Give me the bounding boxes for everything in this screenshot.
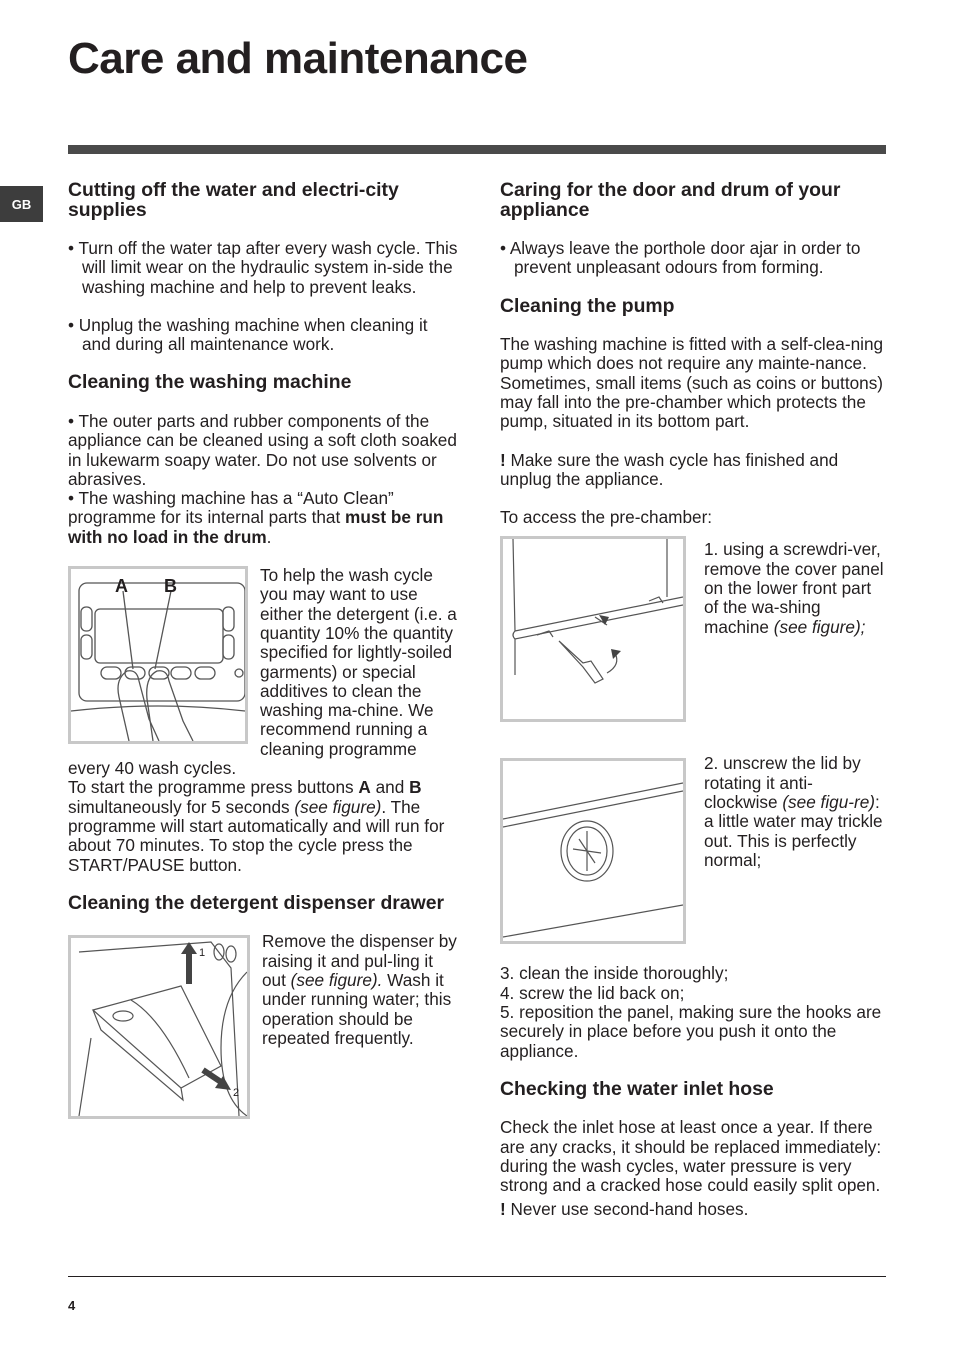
step-4-text: 4. screw the lid back on; <box>500 982 685 1003</box>
figure-cover-panel <box>500 536 686 722</box>
dispenser-illustration <box>71 938 247 1116</box>
paragraph-access-prechamber: To access the pre-chamber: <box>500 507 713 528</box>
section-heading-inlet-hose: Checking the water inlet hose <box>500 1077 774 1100</box>
step-5-text: 5. reposition the panel, making sure the hooks are securely in place before you push it onto the appliance. <box>500 1002 882 1061</box>
left-column <box>68 181 458 1123</box>
figure-label-a: A <box>115 576 128 597</box>
paragraph-inlet-hose: Check the inlet hose at least once a year. If there are any cracks, it should be replaced immediately: during the wash cycles, water pressure is very strong and a cracked hose could easily split open. <box>500 1117 882 1196</box>
figure-label-b: B <box>164 576 177 597</box>
paragraph-detergent-cleaning: To help the wash cycle you may want to use either the detergent (i.e. a quantity 10% the quantity specified for lightly-soiled garments) or special additives to clean the washing ma-chine. We recommend running a cleaning programme every 40 wash cycles. <box>68 565 457 779</box>
right-column <box>500 181 886 1219</box>
figure-label-1: 1 <box>199 947 206 960</box>
figure-control-panel <box>68 566 248 744</box>
paragraph-start-programme: To start the programme press buttons A and B simultaneously for 5 seconds (see figure). The programme will start automatically and will run for about 70 minutes. To stop the cycle press the START/PAUSE button. <box>68 777 445 875</box>
figure-dispenser-drawer <box>68 935 250 1119</box>
section-heading-cleaning-machine: Cleaning the washing machine <box>68 371 352 394</box>
section-heading-dispenser: Cleaning the detergent dispenser drawer <box>68 891 445 914</box>
figure-label-2: 2 <box>233 1087 240 1100</box>
bullet-unplug: • Unplug the washing machine when cleaning it and during all maintenance work. <box>68 314 428 355</box>
warning-second-hand-hoses: ! Never use second-hand hoses. <box>500 1198 749 1219</box>
figure-pump-lid <box>500 758 686 944</box>
step-1-text: 1. using a screwdri-ver, remove the cover panel on the lower front part of the wa-shing machine (see figure); <box>704 539 884 637</box>
step-3-text: 3. clean the inside thoroughly; <box>500 963 729 984</box>
pump-lid-illustration <box>503 761 683 941</box>
step-2-text: 2. unscrew the lid by rotating it anti-clockwise (see figu-re): a little water may trickle out. This is perfectly normal; <box>704 753 883 870</box>
bottom-rule <box>68 1276 886 1277</box>
section-heading-door-drum: Caring for the door and drum of your appliance <box>500 179 841 221</box>
section-heading-pump: Cleaning the pump <box>500 294 675 317</box>
page-title: Care and maintenance <box>68 34 528 83</box>
paragraph-outer-parts: • The outer parts and rubber components of the appliance can be cleaned using a soft cloth soaked in lukewarm soapy water. Do not use solvents or abrasives. <box>68 410 457 489</box>
section-heading-supplies: Cutting off the water and electri-city supplies <box>68 179 399 221</box>
paragraph-self-cleaning-pump: The washing machine is fitted with a self-clea-ning pump which does not require any mainte-nance. Sometimes, small items (such as coins or buttons) may fall into the pre-chamber which protects the pump, situated in its bottom part. <box>500 334 884 432</box>
step-1-row <box>500 536 886 722</box>
paragraph-dispenser-removal: Remove the dispenser by raising it and pul-ling it out (see figure). Wash it under running water; this operation should be repeated frequently. <box>262 931 457 1048</box>
bullet-porthole-door: • Always leave the porthole door ajar in order to prevent unpleasant odours from forming. <box>500 238 861 278</box>
top-rule <box>68 145 886 154</box>
step-2-row <box>500 753 886 944</box>
auto-clean-block <box>68 566 458 875</box>
bullet-water-tap: • Turn off the water tap after every wash cycle. This will limit wear on the hydraulic system in-side the washing machine and help to prevent leaks. <box>68 238 458 297</box>
cover-panel-illustration <box>503 539 683 719</box>
control-panel-illustration <box>71 569 245 741</box>
dispenser-block <box>68 931 458 1100</box>
warning-unplug: ! Make sure the wash cycle has finished and unplug the appliance. <box>500 449 839 489</box>
page-number: 4 <box>68 1298 76 1313</box>
language-tab: GB <box>0 186 43 222</box>
paragraph-auto-clean: • The washing machine has a “Auto Clean” programme for its internal parts that must be run with no load in the drum. <box>68 488 444 547</box>
